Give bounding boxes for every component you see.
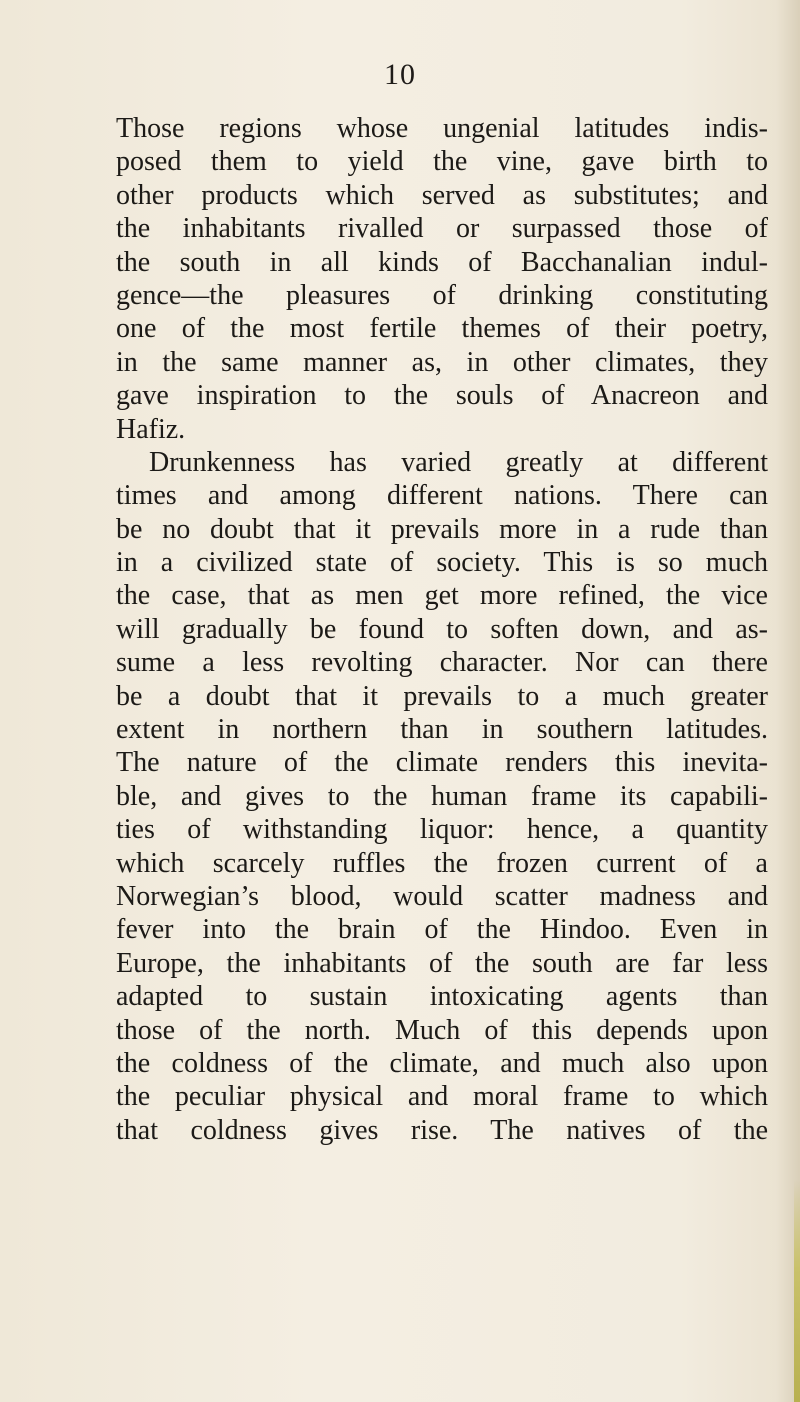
text-line: Hafiz. — [116, 413, 186, 445]
text-line: the coldness of the climate, and much also upon — [116, 1047, 768, 1079]
text-line: in a civilized state of society. This is so much — [116, 547, 768, 579]
text-line: The nature of the climate renders this inevita- — [116, 747, 768, 779]
text-line: adapted to sustain intoxicating agents than — [116, 981, 768, 1013]
text-line: sume a less revolting character. Nor can there — [116, 647, 768, 679]
text-line: be no doubt that it prevails more in a rude than — [116, 513, 768, 545]
text-line: one of the most fertile themes of their poetry, — [116, 313, 768, 345]
text-line: extent in northern than in southern latitudes. — [116, 714, 768, 746]
text-line: will gradually be found to soften down, and as- — [116, 613, 768, 645]
text-line: be a doubt that it prevails to a much greater — [116, 680, 768, 712]
text-line: Drunkenness has varied greatly at different — [149, 446, 768, 478]
text-line: gave inspiration to the souls of Anacreon and — [116, 380, 768, 412]
text-line: other products which served as substitutes; and — [116, 179, 768, 211]
text-line: the peculiar physical and moral frame to which — [116, 1081, 768, 1113]
text-line: that coldness gives rise. The natives of the — [116, 1114, 768, 1146]
text-line: ble, and gives to the human frame its capabili- — [116, 780, 768, 812]
text-line: the south in all kinds of Bacchanalian indul- — [116, 246, 768, 278]
text-line: fever into the brain of the Hindoo. Even in — [116, 914, 768, 946]
text-line: times and among different nations. There can — [116, 480, 768, 512]
text-line: the inhabitants rivalled or surpassed those of — [116, 213, 768, 245]
text-line: posed them to yield the vine, gave birth to — [116, 146, 768, 178]
text-line: Europe, the inhabitants of the south are far less — [116, 947, 768, 979]
text-line: Norwegian’s blood, would scatter madness and — [116, 880, 768, 912]
text-line: in the same manner as, in other climates, they — [116, 346, 768, 378]
body-text — [116, 112, 768, 1147]
page-edge-shadow — [794, 1180, 800, 1402]
text-line: ties of withstanding liquor: hence, a quantity — [116, 814, 768, 846]
page-number: 10 — [384, 58, 416, 91]
text-line: Those regions whose ungenial latitudes indis- — [116, 113, 768, 144]
text-line: which scarcely ruffles the frozen current of a — [116, 847, 768, 879]
text-line: those of the north. Much of this depends upon — [116, 1014, 768, 1046]
text-line: gence—the pleasures of drinking constituting — [116, 279, 768, 311]
text-line: the case, that as men get more refined, the vice — [116, 580, 768, 612]
